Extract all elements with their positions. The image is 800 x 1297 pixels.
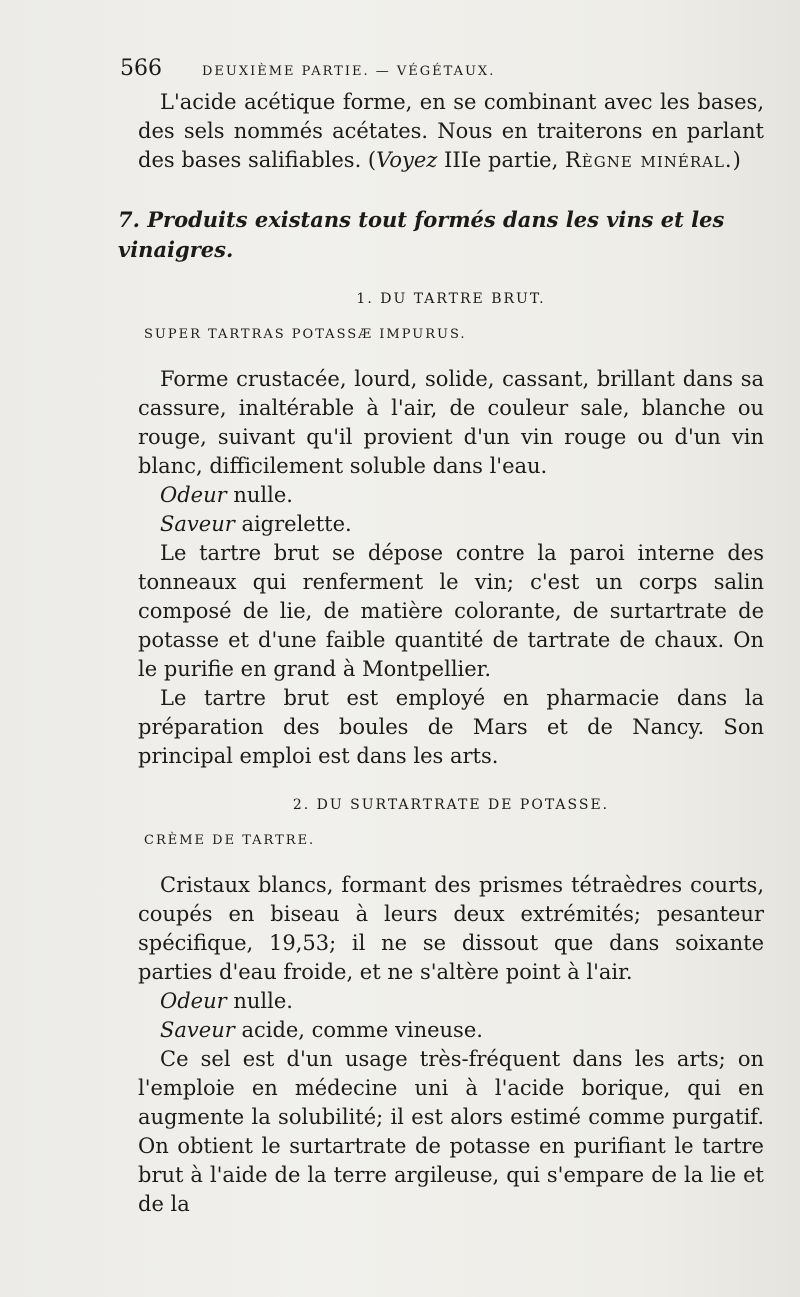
surtartrate-odeur xyxy=(138,987,764,1016)
intro-close: ) xyxy=(732,148,741,172)
page-header xyxy=(120,56,760,81)
page-number: 566 xyxy=(120,56,162,81)
part-ref: IIIe partie, xyxy=(437,148,565,172)
intro-text: L'acide acétique forme, en se combinant avec les bases, des sels nommés acétates. Nous en traiterons en parlant des bases salifiables. ( xyxy=(138,90,764,172)
tartre-heading: 1. DU TARTRE BRUT. xyxy=(356,291,546,307)
surtartrate-description: Cristaux blancs, formant des prismes tétraèdres courts, coupés en biseau à leurs deux extrémités; pesanteur spécifique, 19,53; il ne se dissout que dans soixante parties d'eau froide, et ne s'altère point à l'air. xyxy=(138,873,764,984)
surtartrate-saveur xyxy=(138,1016,764,1045)
page-body xyxy=(118,88,764,1219)
saveur-label: Saveur xyxy=(160,512,235,536)
regne-ref: Règne minéral. xyxy=(564,148,733,172)
odeur-value: nulle. xyxy=(226,989,293,1013)
tartre-paragraph-1: Le tartre brut se dépose contre la paroi interne des tonneaux qui renferment le vin; c'est un corps salin composé de lie, de matière colorante, de surtartrate de potasse et d'une faible quantité de tartrate de chaux. On le purifie en grand à Montpellier. xyxy=(138,541,764,681)
tartre-synonym: SUPER TARTRAS POTASSÆ IMPURUS. xyxy=(144,327,467,342)
saveur-label: Saveur xyxy=(160,1018,235,1042)
running-head: DEUXIÈME PARTIE. — VÉGÉTAUX. xyxy=(202,64,496,79)
tartre-odeur xyxy=(138,481,764,510)
saveur-value: acide, comme vineuse. xyxy=(234,1018,483,1042)
section-title: 7. Produits existans tout formés dans les vins et les vinaigres. xyxy=(118,207,725,262)
surtartrate-synonym: CRÈME DE TARTRE. xyxy=(144,833,316,848)
saveur-value: aigrelette. xyxy=(234,512,352,536)
voyez-ref: Voyez xyxy=(376,148,438,172)
intro-paragraph xyxy=(138,88,764,175)
surtartrate-paragraph-1: Ce sel est d'un usage très-fréquent dans les arts; on l'emploie en médecine uni à l'acide borique, qui en augmente la solubilité; il est alors estimé comme purgatif. On obtient le surtartrate de potasse en purifiant le tartre brut à l'aide de la terre argileuse, qui s'empare de la lie et de la xyxy=(138,1047,764,1216)
tartre-saveur xyxy=(138,510,764,539)
odeur-value: nulle. xyxy=(226,483,293,507)
surtartrate-heading: 2. DU SURTARTRATE DE POTASSE. xyxy=(292,797,610,813)
tartre-description: Forme crustacée, lourd, solide, cassant, brillant dans sa cassure, inaltérable à l'air, de couleur sale, blanche ou rouge, suivant qu'il provient d'un vin rouge ou d'un vin blanc, difficilement soluble dans l'eau. xyxy=(138,367,764,478)
odeur-label: Odeur xyxy=(160,483,227,507)
tartre-paragraph-2: Le tartre brut est employé en pharmacie dans la préparation des boules de Mars et de Nancy. Son principal emploi est dans les arts. xyxy=(138,686,764,768)
odeur-label: Odeur xyxy=(160,989,227,1013)
